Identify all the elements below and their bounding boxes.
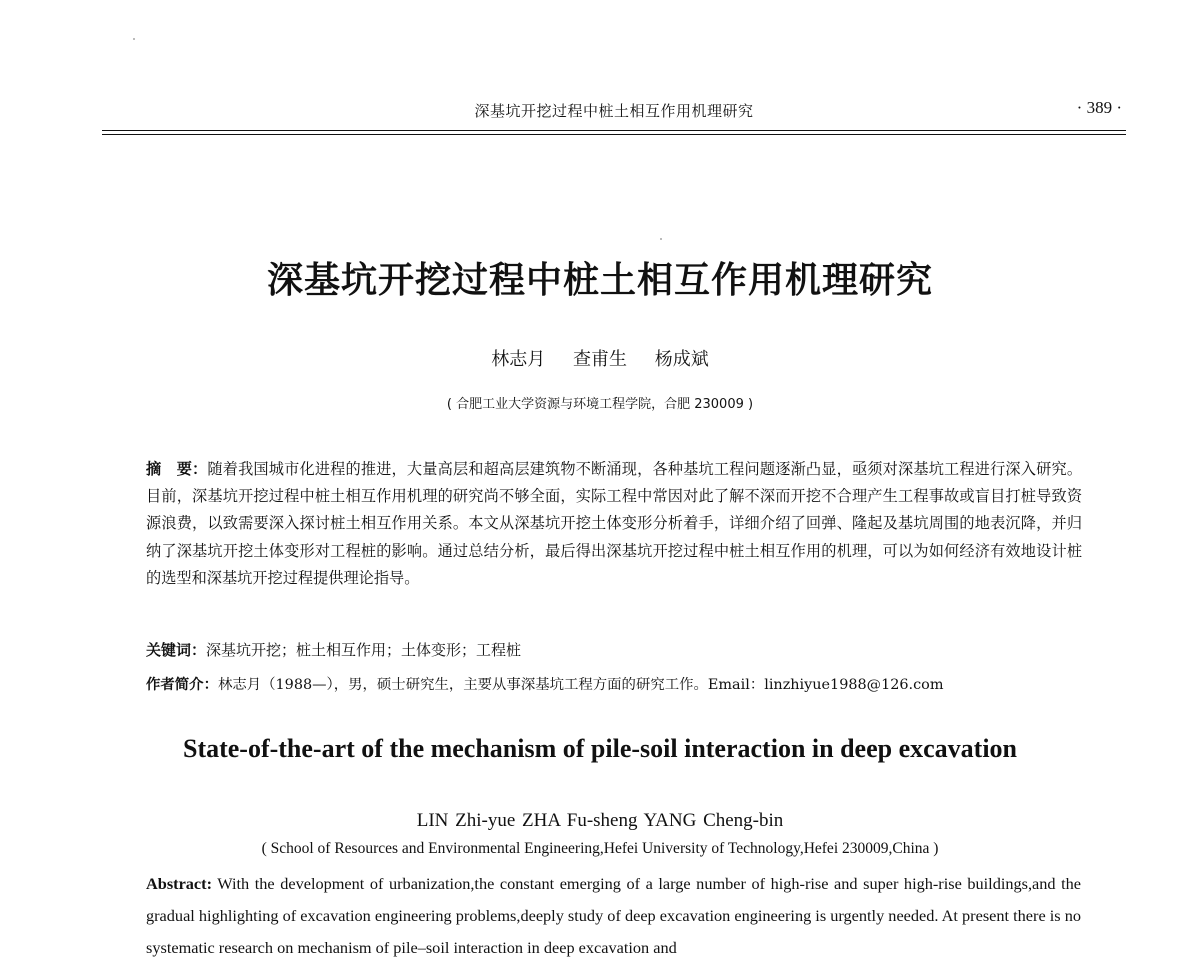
author-intro-text: 林志月（1988—），男，硕士研究生，主要从事深基坑工程方面的研究工作。Email：linzhiyue1988@126.com [217, 677, 944, 693]
author-intro [146, 673, 1106, 694]
page-number: · 389 · [1076, 98, 1122, 117]
abstract-cn-label: 摘 要： [146, 460, 208, 478]
keywords-cn [146, 639, 1106, 660]
paper-title-en: State-of-the-art of the mechanism of pile-soil interaction in deep excavation [182, 734, 1018, 763]
scan-speck [133, 38, 135, 40]
authors-cn: 林志月 查甫生 杨成斌 [491, 349, 709, 370]
abstract-en-text: With the development of urbanization,the constant emerging of a large number of high-rise and super high-rise buildings,and the gradual highlighting of excavation engineering problems,deeply study of deep excavation engineering is urgently needed. At present there is no systematic research on mechanism of pile–soil interaction in deep excavation and [146, 874, 1082, 957]
header-rule-thin [102, 134, 1126, 135]
keywords-label: 关键词： [146, 641, 207, 659]
running-header [102, 96, 1126, 126]
keywords-text: 深基坑开挖；桩土相互作用；土体变形；工程桩 [206, 641, 522, 659]
running-title: 深基坑开挖过程中桩土相互作用机理研究 [474, 102, 754, 120]
abstract-cn [146, 456, 1082, 592]
affiliation-en: ( School of Resources and Environmental Engineering,Hefei University of Technology,Hefei 230009,China ) [261, 840, 939, 857]
abstract-cn-text: 随着我国城市化进程的推进，大量高层和超高层建筑物不断涌现，各种基坑工程问题逐渐凸显，亟须对深基坑工程进行深入研究。目前，深基坑开挖过程中桩土相互作用机理的研究尚不够全面，实际工程中常因对此了解不深而开挖不合理产生工程事故或盲目打桩导致资源浪费，以致需要深入探讨桩土相互作用关系。本文从深基坑开挖土体变形分析着手，详细介绍了回弹、隆起及基坑周围的地表沉降，并归纳了深基坑开挖土体变形对工程桩的影响。通过总结分析，最后得出深基坑开挖过程中桩土相互作用的机理，可以为如何经济有效地设计桩的选型和深基坑开挖过程提供理论指导。 [146, 460, 1083, 587]
authors-en: LIN Zhi-yue ZHA Fu-sheng YANG Cheng-bin [416, 810, 784, 831]
paper-title-cn: 深基坑开挖过程中桩土相互作用机理研究 [266, 260, 933, 301]
header-rule [102, 130, 1126, 131]
author-intro-label: 作者简介： [146, 677, 218, 693]
abstract-en [146, 868, 1081, 964]
abstract-en-label: Abstract: [146, 874, 213, 893]
scan-speck [660, 238, 662, 240]
affiliation-cn: ( 合肥工业大学资源与环境工程学院，合肥 230009 ) [446, 397, 754, 412]
